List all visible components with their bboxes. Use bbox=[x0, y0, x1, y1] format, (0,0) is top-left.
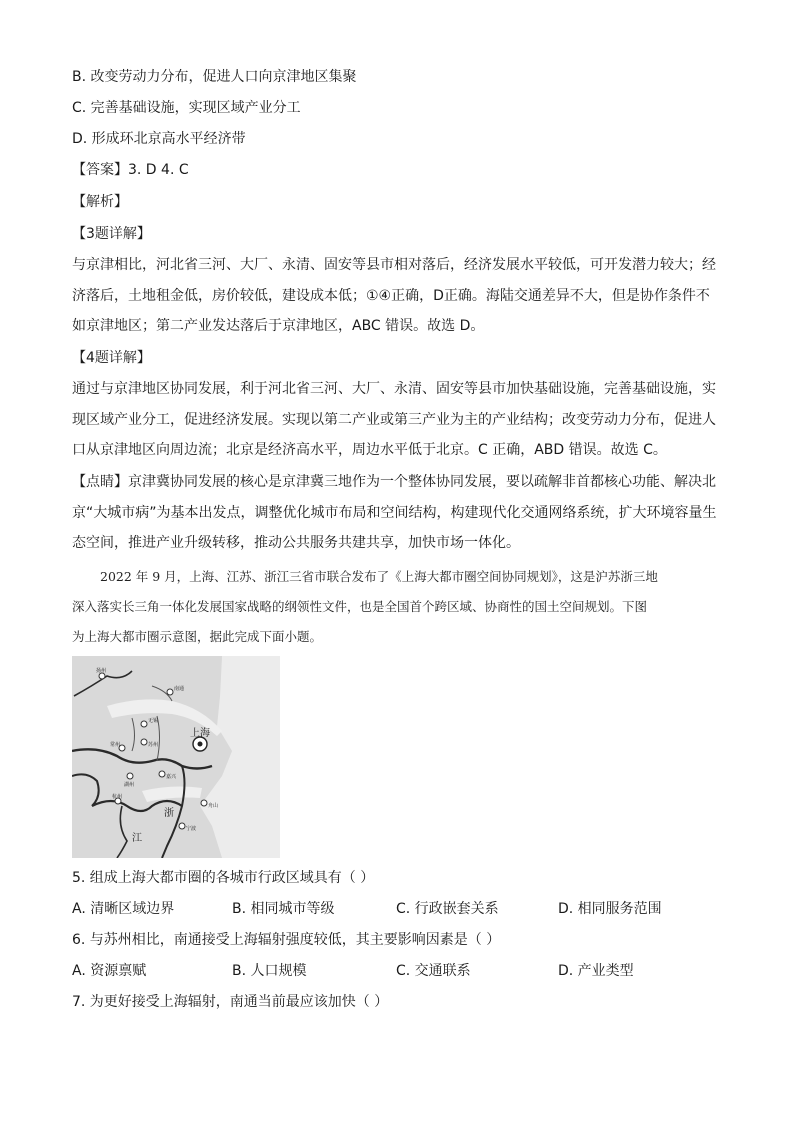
intro-passage bbox=[72, 562, 732, 652]
q5-options bbox=[72, 899, 724, 919]
map-label-huzhou: 湖州 bbox=[124, 782, 135, 788]
q5-option-a: A. 清晰区域边界 bbox=[72, 901, 175, 917]
q3-detail-label: 【3题详解】 bbox=[72, 226, 151, 242]
intro-line: 为上海大都市圈示意图，据此完成下面小题。 bbox=[72, 629, 323, 644]
q3-detail-body bbox=[72, 250, 724, 342]
map-label-shanghai: 上海 bbox=[190, 728, 210, 739]
q4-detail-body bbox=[72, 374, 724, 466]
answer-label: 【答案】 bbox=[72, 162, 128, 178]
q4-detail-label: 【4题详解】 bbox=[72, 350, 151, 366]
q5-option-c: C. 行政嵌套关系 bbox=[396, 901, 499, 917]
map-label-zhe: 浙 bbox=[164, 808, 174, 819]
q4-detail-line: 通过与京津地区协同发展，利于河北省三河、大厂、永清、固安等县市加快基础设施，完善基础设施，实 bbox=[72, 381, 716, 397]
option-d: D. 形成环北京高水平经济带 bbox=[72, 131, 246, 147]
tip-line-1: 【点睛】京津冀协同发展的核心是京津冀三地作为一个整体协同发展，要以疏解非首都核心功能、解决北 bbox=[72, 474, 716, 490]
q6-options bbox=[72, 961, 724, 981]
q6-option-c: C. 交通联系 bbox=[396, 963, 471, 979]
analysis-label: 【解析】 bbox=[72, 194, 128, 210]
shanghai-metropolitan-map bbox=[72, 656, 280, 858]
option-b: B. 改变劳动力分布，促进人口向京津地区集聚 bbox=[72, 69, 357, 85]
q3-detail-line: 济落后，土地租金低，房价较低，建设成本低；①④正确，D正确。海陆交通差异不大，但是协作条件不 bbox=[72, 287, 710, 304]
q4-detail-line: 口从京津地区向周边流；北京是经济高水平，周边水平低于北京。C 正确，ABD 错误。故选 C。 bbox=[72, 442, 667, 458]
tip-line: 京“大城市病”为基本出发点，调整优化城市布局和空间结构，构建现代化交通网络系统，扩大环境容量生 bbox=[72, 504, 717, 521]
map-label-hangzhou: 杭州 bbox=[112, 794, 123, 800]
q7-stem: 7. 为更好接受上海辐射，南通当前最应该加快（ ） bbox=[72, 994, 389, 1010]
q3-detail-line: 如京津地区；第二产业发达落后于京津地区，ABC 错误。故选 D。 bbox=[72, 318, 485, 334]
q4-detail-line: 现区域产业分工，促进经济发展。实现以第二产业或第三产业为主的产业结构；改变劳动力分布，促进人 bbox=[72, 411, 716, 428]
map-label-wuxi: 无锡 bbox=[148, 718, 159, 724]
map-label-jiaxing: 嘉兴 bbox=[166, 774, 177, 780]
tip-line: 态空间，推进产业升级转移，推动公共服务共建共享，加快市场一体化。 bbox=[72, 535, 520, 551]
map-label-ningbo: 宁波 bbox=[186, 826, 197, 832]
map-label-suzhou: 苏州 bbox=[148, 742, 159, 748]
q6-option-a: A. 资源禀赋 bbox=[72, 963, 147, 979]
intro-line: 2022 年 9 月，上海、江苏、浙江三省市联合发布了《上海大都市圈空间协同规划》，这是沪苏浙三地 bbox=[100, 569, 658, 584]
map-label-zhoushan: 舟山 bbox=[208, 803, 219, 809]
map-label-yangzhou: 扬州 bbox=[96, 668, 107, 674]
q5-option-b: B. 相同城市等级 bbox=[232, 901, 335, 917]
map-label-nantong: 南通 bbox=[174, 686, 185, 692]
q6-option-d: D. 产业类型 bbox=[558, 963, 634, 979]
map-drawing bbox=[72, 656, 280, 858]
q3-detail-line: 与京津相比，河北省三河、大厂、永清、固安等县市相对落后，经济发展水平较低，可开发潜力较大；经 bbox=[72, 257, 716, 273]
q6-stem: 6. 与苏州相比，南通接受上海辐射强度较低，其主要影响因素是（ ） bbox=[72, 932, 501, 948]
q5-stem: 5. 组成上海大都市圈的各城市行政区域具有（ ） bbox=[72, 870, 375, 886]
intro-line: 深入落实长三角一体化发展国家战略的纲领性文件，也是全国首个跨区域、协商性的国土空间规划。下图 bbox=[72, 599, 648, 614]
q6-option-b: B. 人口规模 bbox=[232, 963, 307, 979]
answer-line bbox=[72, 160, 189, 180]
map-label-changzhou: 常州 bbox=[110, 742, 121, 748]
tip-label: 【点睛】 bbox=[72, 474, 128, 490]
tip-body bbox=[72, 467, 724, 559]
answer-text: 3. D 4. C bbox=[128, 162, 189, 178]
option-c: C. 完善基础设施，实现区域产业分工 bbox=[72, 100, 301, 116]
q5-option-d: D. 相同服务范围 bbox=[558, 901, 662, 917]
map-label-jiang: 江 bbox=[132, 833, 142, 844]
